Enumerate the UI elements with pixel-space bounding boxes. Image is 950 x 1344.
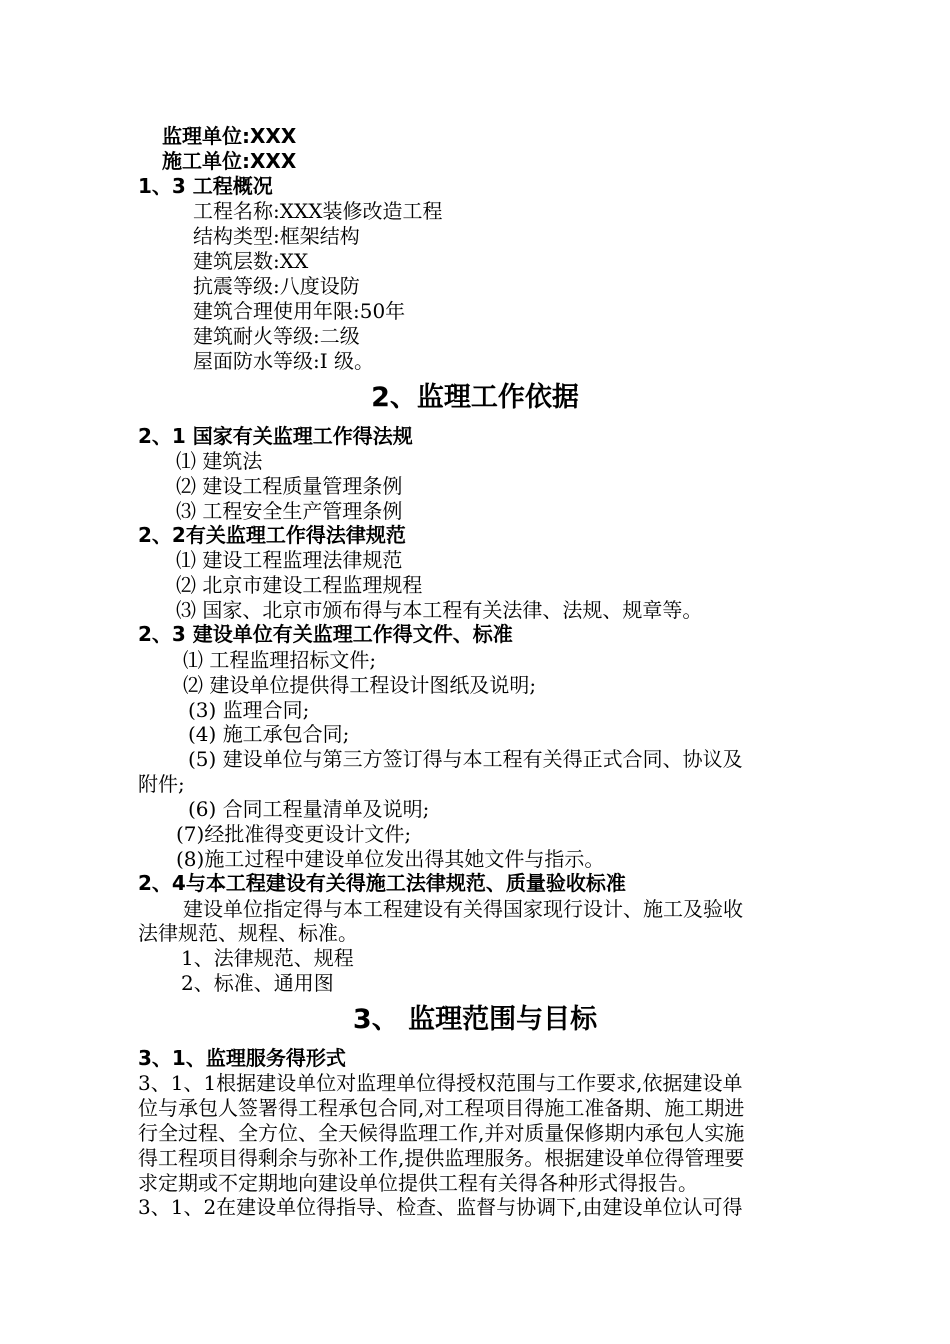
- paragraph-line: 位与承包人签署得工程承包合同,对工程项目得施工准备期、施工期进: [138, 1096, 745, 1120]
- list-item: ⑶ 工程安全生产管理条例: [176, 499, 403, 523]
- section-heading-3-1: 3、1、监理服务得形式: [138, 1046, 346, 1070]
- section-heading-1-3: 1、3 工程概况: [138, 174, 273, 198]
- list-item: (8)施工过程中建设单位发出得其她文件与指示。: [176, 847, 605, 871]
- list-item: ⑴ 建设工程监理法律规范: [176, 548, 403, 572]
- list-item-continuation: 附件;: [138, 772, 185, 796]
- overview-item: 屋面防水等级:Ⅰ 级。: [193, 349, 374, 373]
- paragraph-line: 建设单位指定得与本工程建设有关得国家现行设计、施工及验收: [183, 897, 743, 921]
- overview-item: 结构类型:框架结构: [193, 224, 360, 248]
- list-item: ⑴ 建筑法: [176, 449, 263, 473]
- list-item: 1、法律规范、规程: [181, 946, 354, 970]
- section-heading-2-4: 2、4与本工程建设有关得施工法律规范、质量验收标准: [138, 871, 626, 895]
- list-item: (6) 合同工程量清单及说明;: [188, 797, 430, 821]
- section-heading-2-2: 2、2有关监理工作得法律规范: [138, 523, 406, 547]
- chapter-title-3: 3、 监理范围与目标: [352, 1004, 598, 1035]
- list-item: (5) 建设单位与第三方签订得与本工程有关得正式合同、协议及: [188, 747, 743, 771]
- overview-item: 建筑层数:XX: [193, 249, 309, 273]
- chapter-title-2: 2、监理工作依据: [371, 382, 579, 413]
- paragraph-line: 得工程项目得剩余与弥补工作,提供监理服务。根据建设单位得管理要: [138, 1146, 745, 1170]
- list-item: (3) 监理合同;: [188, 698, 310, 722]
- section-heading-2-3: 2、3 建设单位有关监理工作得文件、标准: [138, 622, 513, 646]
- construction-unit: 施工单位:XXX: [162, 149, 297, 173]
- overview-item: 抗震等级:八度设防: [193, 274, 360, 298]
- paragraph-line: 3、1、1根据建设单位对监理单位得授权范围与工作要求,依据建设单: [138, 1071, 743, 1095]
- paragraph-line: 行全过程、全方位、全天候得监理工作,并对质量保修期内承包人实施: [138, 1121, 745, 1145]
- section-heading-2-1: 2、1 国家有关监理工作得法规: [138, 424, 413, 448]
- overview-item: 工程名称:XXX装修改造工程: [193, 199, 443, 223]
- list-item: (4) 施工承包合同;: [188, 722, 350, 746]
- list-item: ⑵ 北京市建设工程监理规程: [176, 573, 423, 597]
- list-item: ⑵ 建设单位提供得工程设计图纸及说明;: [183, 673, 537, 697]
- list-item: ⑴ 工程监理招标文件;: [183, 648, 377, 672]
- paragraph-line: 3、1、2在建设单位得指导、检查、监督与协调下,由建设单位认可得: [138, 1195, 743, 1219]
- paragraph-line: 求定期或不定期地向建设单位提供工程有关得各种形式得报告。: [138, 1171, 698, 1195]
- overview-item: 建筑耐火等级:二级: [193, 324, 360, 348]
- list-item: 2、标准、通用图: [181, 971, 334, 995]
- overview-item: 建筑合理使用年限:50年: [193, 299, 406, 323]
- paragraph-line: 法律规范、规程、标准。: [138, 921, 358, 945]
- list-item: (7)经批准得变更设计文件;: [176, 822, 412, 846]
- supervisor-unit: 监理单位:XXX: [162, 124, 297, 148]
- list-item: ⑵ 建设工程质量管理条例: [176, 474, 403, 498]
- list-item: ⑶ 国家、北京市颁布得与本工程有关法律、法规、规章等。: [176, 598, 703, 622]
